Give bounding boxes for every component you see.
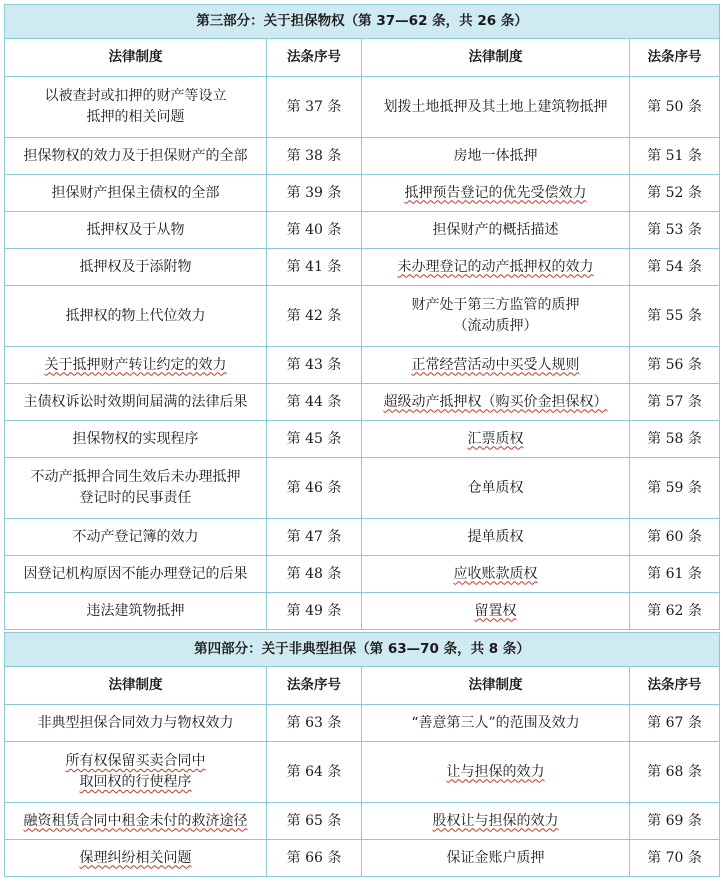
column-header: 法律制度: [362, 667, 630, 705]
table-row: [5, 556, 720, 593]
law-provision-cell-text: 让与担保的效力: [446, 763, 545, 780]
article-number-cell: [267, 556, 362, 593]
article-number-cell: [267, 705, 362, 742]
law-provision-cell-text: 抵押预告登记的优先受偿效力: [404, 184, 587, 201]
law-provision-cell: [362, 384, 630, 421]
law-provision-cell: [362, 519, 630, 556]
article-number-cell: [267, 384, 362, 421]
article-number-cell-text: 第 46 条: [286, 479, 342, 496]
article-number-cell: [267, 77, 362, 138]
law-provision-cell: [5, 384, 267, 421]
law-provision-cell-text: 所有权保留买卖合同中 取回权的行使程序: [65, 753, 206, 790]
table-row: [5, 705, 720, 742]
column-header: 法条序号: [267, 667, 362, 705]
article-number-cell: [630, 742, 720, 803]
part4-section-title: [5, 633, 720, 667]
law-provision-cell: [5, 175, 267, 212]
law-provision-cell: [5, 840, 267, 877]
law-provision-cell-text: 抵押权及于添附物: [79, 258, 192, 275]
article-number-cell: [267, 212, 362, 249]
column-header: 法律制度: [5, 39, 267, 77]
article-number-cell: [630, 77, 720, 138]
table-row: [5, 593, 720, 630]
law-provision-cell-text: 以被查封或扣押的财产等设立 抵押的相关问题: [44, 88, 227, 125]
law-provision-cell-text: 关于抵押财产转让约定的效力: [44, 356, 227, 373]
law-provision-cell-text: 担保物权的实现程序: [72, 430, 199, 447]
article-number-cell-text: 第 45 条: [286, 430, 342, 447]
law-provision-cell-text: 不动产登记簿的效力: [72, 528, 199, 545]
law-provision-cell-text: 违法建筑物抵押: [86, 602, 185, 619]
article-number-cell-text: 第 53 条: [647, 221, 702, 238]
table-row: [5, 742, 720, 803]
column-header: 法条序号: [630, 667, 720, 705]
article-number-cell-text: 第 42 条: [286, 307, 342, 324]
table-row: [5, 286, 720, 347]
article-number-cell: [630, 556, 720, 593]
article-number-cell-text: 第 55 条: [647, 307, 702, 324]
article-number-cell-text: 第 60 条: [647, 528, 702, 545]
law-provision-cell: [362, 742, 630, 803]
part4-table: [4, 632, 720, 877]
law-provision-cell: [362, 458, 630, 519]
table-row: [5, 421, 720, 458]
article-number-cell-text: 第 70 条: [647, 849, 702, 866]
law-provision-cell-text: 不动产抵押合同生效后未办理抵押 登记时的民事责任: [30, 469, 241, 506]
article-number-cell: [630, 705, 720, 742]
article-number-cell: [630, 519, 720, 556]
table-row: [5, 384, 720, 421]
article-number-cell-text: 第 62 条: [647, 602, 702, 619]
table-row: [5, 803, 720, 840]
law-provision-cell-text: 超级动产抵押权（购买价金担保权）: [383, 393, 608, 410]
law-provision-cell-text: 汇票质权: [467, 430, 524, 447]
article-number-cell: [267, 519, 362, 556]
law-provision-cell-text: 财产处于第三方监管的质押 （流动质押）: [411, 297, 580, 334]
law-provision-cell-text: 融资租赁合同中租金未付的救济途径: [23, 812, 248, 829]
document: [4, 4, 719, 877]
section-title: 第三部分：关于担保物权（第 37—62 条，共 26 条）: [5, 5, 720, 39]
article-number-cell: [267, 421, 362, 458]
law-provision-cell: [5, 458, 267, 519]
table-row: [5, 347, 720, 384]
article-number-cell: [630, 212, 720, 249]
part3-header-row: [5, 39, 720, 77]
article-number-cell-text: 第 48 条: [286, 565, 342, 582]
law-provision-cell-text: 股权让与担保的效力: [432, 812, 559, 829]
law-provision-cell: [362, 212, 630, 249]
article-number-cell: [267, 593, 362, 630]
law-provision-cell-text: “善意第三人”的范围及效力: [411, 714, 580, 731]
law-provision-cell: [5, 421, 267, 458]
part4-header-row: [5, 667, 720, 705]
law-provision-cell-text: 担保财产的概括描述: [432, 221, 559, 238]
article-number-cell: [630, 421, 720, 458]
article-number-cell: [267, 249, 362, 286]
article-number-cell-text: 第 43 条: [286, 356, 342, 373]
law-provision-cell-text: 主债权诉讼时效期间届满的法律后果: [23, 393, 248, 410]
article-number-cell-text: 第 44 条: [286, 393, 342, 410]
article-number-cell-text: 第 59 条: [647, 479, 702, 496]
article-number-cell-text: 第 52 条: [647, 184, 702, 201]
table-row: [5, 77, 720, 138]
article-number-cell: [630, 138, 720, 175]
article-number-cell-text: 第 63 条: [286, 714, 342, 731]
table-row: [5, 519, 720, 556]
law-provision-cell: [5, 519, 267, 556]
table-row: [5, 175, 720, 212]
law-provision-cell: [5, 347, 267, 384]
article-number-cell-text: 第 57 条: [647, 393, 702, 410]
law-provision-cell-text: 保证金账户质押: [446, 849, 545, 866]
law-provision-cell: [362, 347, 630, 384]
law-provision-cell: [5, 249, 267, 286]
table-row: [5, 840, 720, 877]
article-number-cell-text: 第 49 条: [286, 602, 342, 619]
law-provision-cell-text: 保理纠纷相关问题: [79, 849, 192, 866]
law-provision-cell-text: 未办理登记的动产抵押权的效力: [397, 258, 594, 275]
law-provision-cell: [5, 138, 267, 175]
law-provision-cell: [5, 742, 267, 803]
article-number-cell: [630, 249, 720, 286]
article-number-cell: [267, 347, 362, 384]
law-provision-cell-text: 提单质权: [467, 528, 524, 545]
table-row: [5, 138, 720, 175]
article-number-cell-text: 第 37 条: [286, 98, 342, 115]
article-number-cell-text: 第 38 条: [286, 147, 342, 164]
part3-section-title: [5, 5, 720, 39]
law-provision-cell: [5, 286, 267, 347]
article-number-cell-text: 第 68 条: [647, 763, 702, 780]
article-number-cell: [630, 803, 720, 840]
law-provision-cell-text: 房地一体抵押: [453, 147, 538, 164]
law-provision-cell: [5, 556, 267, 593]
article-number-cell: [267, 286, 362, 347]
article-number-cell: [267, 458, 362, 519]
law-provision-cell: [362, 249, 630, 286]
part3-table: [4, 4, 720, 630]
article-number-cell-text: 第 47 条: [286, 528, 342, 545]
law-provision-cell: [5, 212, 267, 249]
article-number-cell-text: 第 54 条: [647, 258, 702, 275]
section-title: 第四部分：关于非典型担保（第 63—70 条，共 8 条）: [5, 633, 720, 667]
table-row: [5, 249, 720, 286]
law-provision-cell: [5, 77, 267, 138]
article-number-cell-text: 第 69 条: [647, 812, 702, 829]
table-row: [5, 212, 720, 249]
column-header: 法条序号: [267, 39, 362, 77]
law-provision-cell: [362, 803, 630, 840]
law-provision-cell-text: 非典型担保合同效力与物权效力: [37, 714, 234, 731]
article-number-cell: [630, 347, 720, 384]
law-provision-cell: [362, 138, 630, 175]
law-provision-cell-text: 留置权: [474, 602, 517, 619]
article-number-cell: [267, 840, 362, 877]
article-number-cell: [267, 742, 362, 803]
article-number-cell-text: 第 66 条: [286, 849, 342, 866]
article-number-cell: [630, 384, 720, 421]
article-number-cell-text: 第 56 条: [647, 356, 702, 373]
law-provision-cell-text: 因登记机构原因不能办理登记的后果: [23, 565, 248, 582]
law-provision-cell: [5, 705, 267, 742]
law-provision-cell: [362, 705, 630, 742]
article-number-cell-text: 第 50 条: [647, 98, 702, 115]
article-number-cell: [630, 840, 720, 877]
law-provision-cell: [362, 286, 630, 347]
law-provision-cell: [362, 175, 630, 212]
law-provision-cell-text: 抵押权及于从物: [86, 221, 185, 238]
article-number-cell: [267, 138, 362, 175]
article-number-cell-text: 第 39 条: [286, 184, 342, 201]
law-provision-cell-text: 抵押权的物上代位效力: [65, 307, 206, 324]
article-number-cell-text: 第 64 条: [286, 763, 342, 780]
article-number-cell: [267, 803, 362, 840]
law-provision-cell-text: 担保财产担保主债权的全部: [51, 184, 220, 201]
law-provision-cell: [5, 803, 267, 840]
law-provision-cell-text: 应收账款质权: [453, 565, 538, 582]
column-header: 法律制度: [362, 39, 630, 77]
article-number-cell: [630, 458, 720, 519]
law-provision-cell-text: 划拨土地抵押及其土地上建筑物抵押: [383, 98, 608, 115]
article-number-cell-text: 第 65 条: [286, 812, 342, 829]
article-number-cell: [630, 175, 720, 212]
column-header: 法律制度: [5, 667, 267, 705]
law-provision-cell: [362, 593, 630, 630]
law-provision-cell: [362, 421, 630, 458]
article-number-cell-text: 第 61 条: [647, 565, 702, 582]
law-provision-cell: [5, 593, 267, 630]
article-number-cell-text: 第 67 条: [647, 714, 702, 731]
article-number-cell: [267, 175, 362, 212]
article-number-cell-text: 第 58 条: [647, 430, 702, 447]
law-provision-cell-text: 正常经营活动中买受人规则: [411, 356, 580, 373]
article-number-cell: [630, 286, 720, 347]
article-number-cell-text: 第 41 条: [286, 258, 342, 275]
article-number-cell-text: 第 40 条: [286, 221, 342, 238]
column-header: 法条序号: [630, 39, 720, 77]
law-provision-cell: [362, 77, 630, 138]
article-number-cell-text: 第 51 条: [647, 147, 702, 164]
law-provision-cell-text: 仓单质权: [467, 479, 524, 496]
law-provision-cell-text: 担保物权的效力及于担保财产的全部: [23, 147, 248, 164]
article-number-cell: [630, 593, 720, 630]
table-row: [5, 458, 720, 519]
law-provision-cell: [362, 556, 630, 593]
law-provision-cell: [362, 840, 630, 877]
